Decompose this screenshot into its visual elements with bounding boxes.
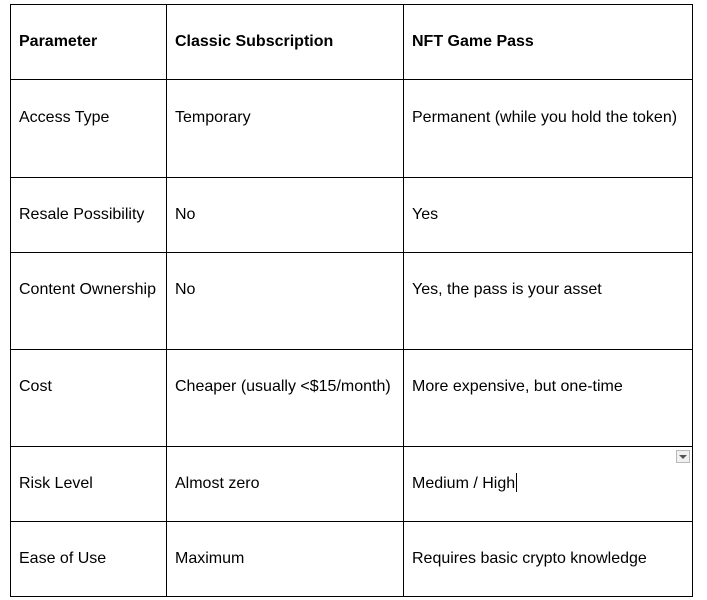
comparison-table [10,4,693,597]
table-cell[interactable]: Resale Possibility [11,178,167,253]
table-cell[interactable]: No [167,253,404,350]
text-cursor [516,473,517,492]
table-cell[interactable]: Risk Level [11,447,167,522]
table-cell[interactable]: Almost zero [167,447,404,522]
table-cell[interactable]: More expensive, but one-time [404,350,693,447]
table-cell[interactable]: Maximum [167,522,404,597]
table-cell[interactable]: Content Ownership [11,253,167,350]
table-cell[interactable]: Permanent (while you hold the token) [404,80,693,178]
table-cell[interactable]: Ease of Use [11,522,167,597]
header-cell-classic-subscription[interactable]: Classic Subscription [167,5,404,80]
table-cell[interactable]: Access Type [11,80,167,178]
header-cell-parameter[interactable]: Parameter [11,5,167,80]
table-row [11,178,693,253]
table-row [11,80,693,178]
table-row [11,522,693,597]
table-cell[interactable]: Yes [404,178,693,253]
table-cell[interactable]: Cost [11,350,167,447]
header-row [11,5,693,80]
table-cell[interactable]: Cheaper (usually <$15/month) [167,350,404,447]
table-cell[interactable]: No [167,178,404,253]
table-row [11,350,693,447]
table-row [11,447,693,522]
table-row [11,253,693,350]
table-cell[interactable]: Requires basic crypto knowledge [404,522,693,597]
header-cell-nft-game-pass[interactable]: NFT Game Pass [404,5,693,80]
chevron-down-icon[interactable] [676,450,690,463]
active-cell-text: Medium / High [412,475,516,492]
table-cell[interactable]: Temporary [167,80,404,178]
table-cell[interactable]: Yes, the pass is your asset [404,253,693,350]
table-cell-active[interactable] [404,447,693,522]
